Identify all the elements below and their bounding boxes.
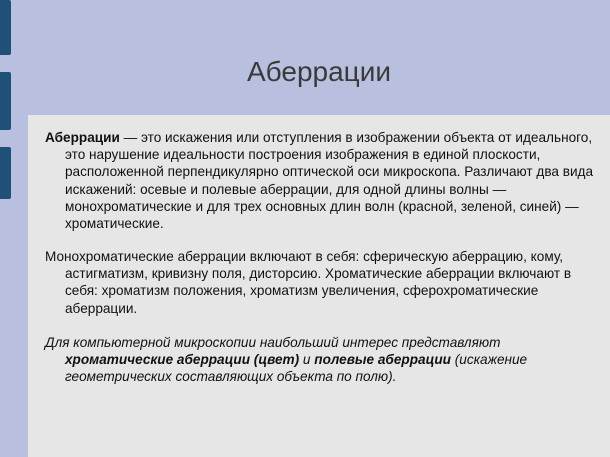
content-area (28, 115, 610, 457)
p3-intro: Для компьютерной микроскопии наибольший интерес представляют (45, 335, 501, 350)
p3-tail: (искажение геометрических составляющих объекта по полю). (65, 352, 528, 385)
paragraph-types: Монохроматические аберрации включают в себя: сферическую аберрацию, кому, астигматизм, кривизну поля, дисторсию. Хроматические аберрации включают в себя: хроматизм положения, хроматизм увеличения, сферохроматические аберрации. (45, 249, 572, 316)
decorative-bar-top (0, 0, 11, 55)
p3-and: и (299, 352, 315, 368)
decorative-bar-middle (0, 72, 11, 130)
term-aberrations: Аберрации (45, 130, 120, 145)
paragraph-computer-microscopy (45, 334, 595, 386)
chromatic-aberrations-emphasis: хроматические аберрации (цвет) (65, 352, 300, 368)
field-aberrations-emphasis: полевые аберрации (314, 352, 451, 368)
slide-title: Аберрации (246, 56, 391, 87)
left-strip (0, 0, 28, 457)
decorative-bar-bottom (0, 147, 11, 199)
definition-text: — это искажения или отступления в изображении объекта от идеального, это нарушение идеальности построения изображения в единой плоскости, расположенной перпендикулярно оптической оси микроскопа. Различают два вида искажений: осевые и полевые аберрации, для одной длины волны — монохроматические и для трех основных длин волн (красной, зеленой, синей) — хроматические. (65, 130, 594, 232)
paragraph-definition (45, 129, 595, 232)
